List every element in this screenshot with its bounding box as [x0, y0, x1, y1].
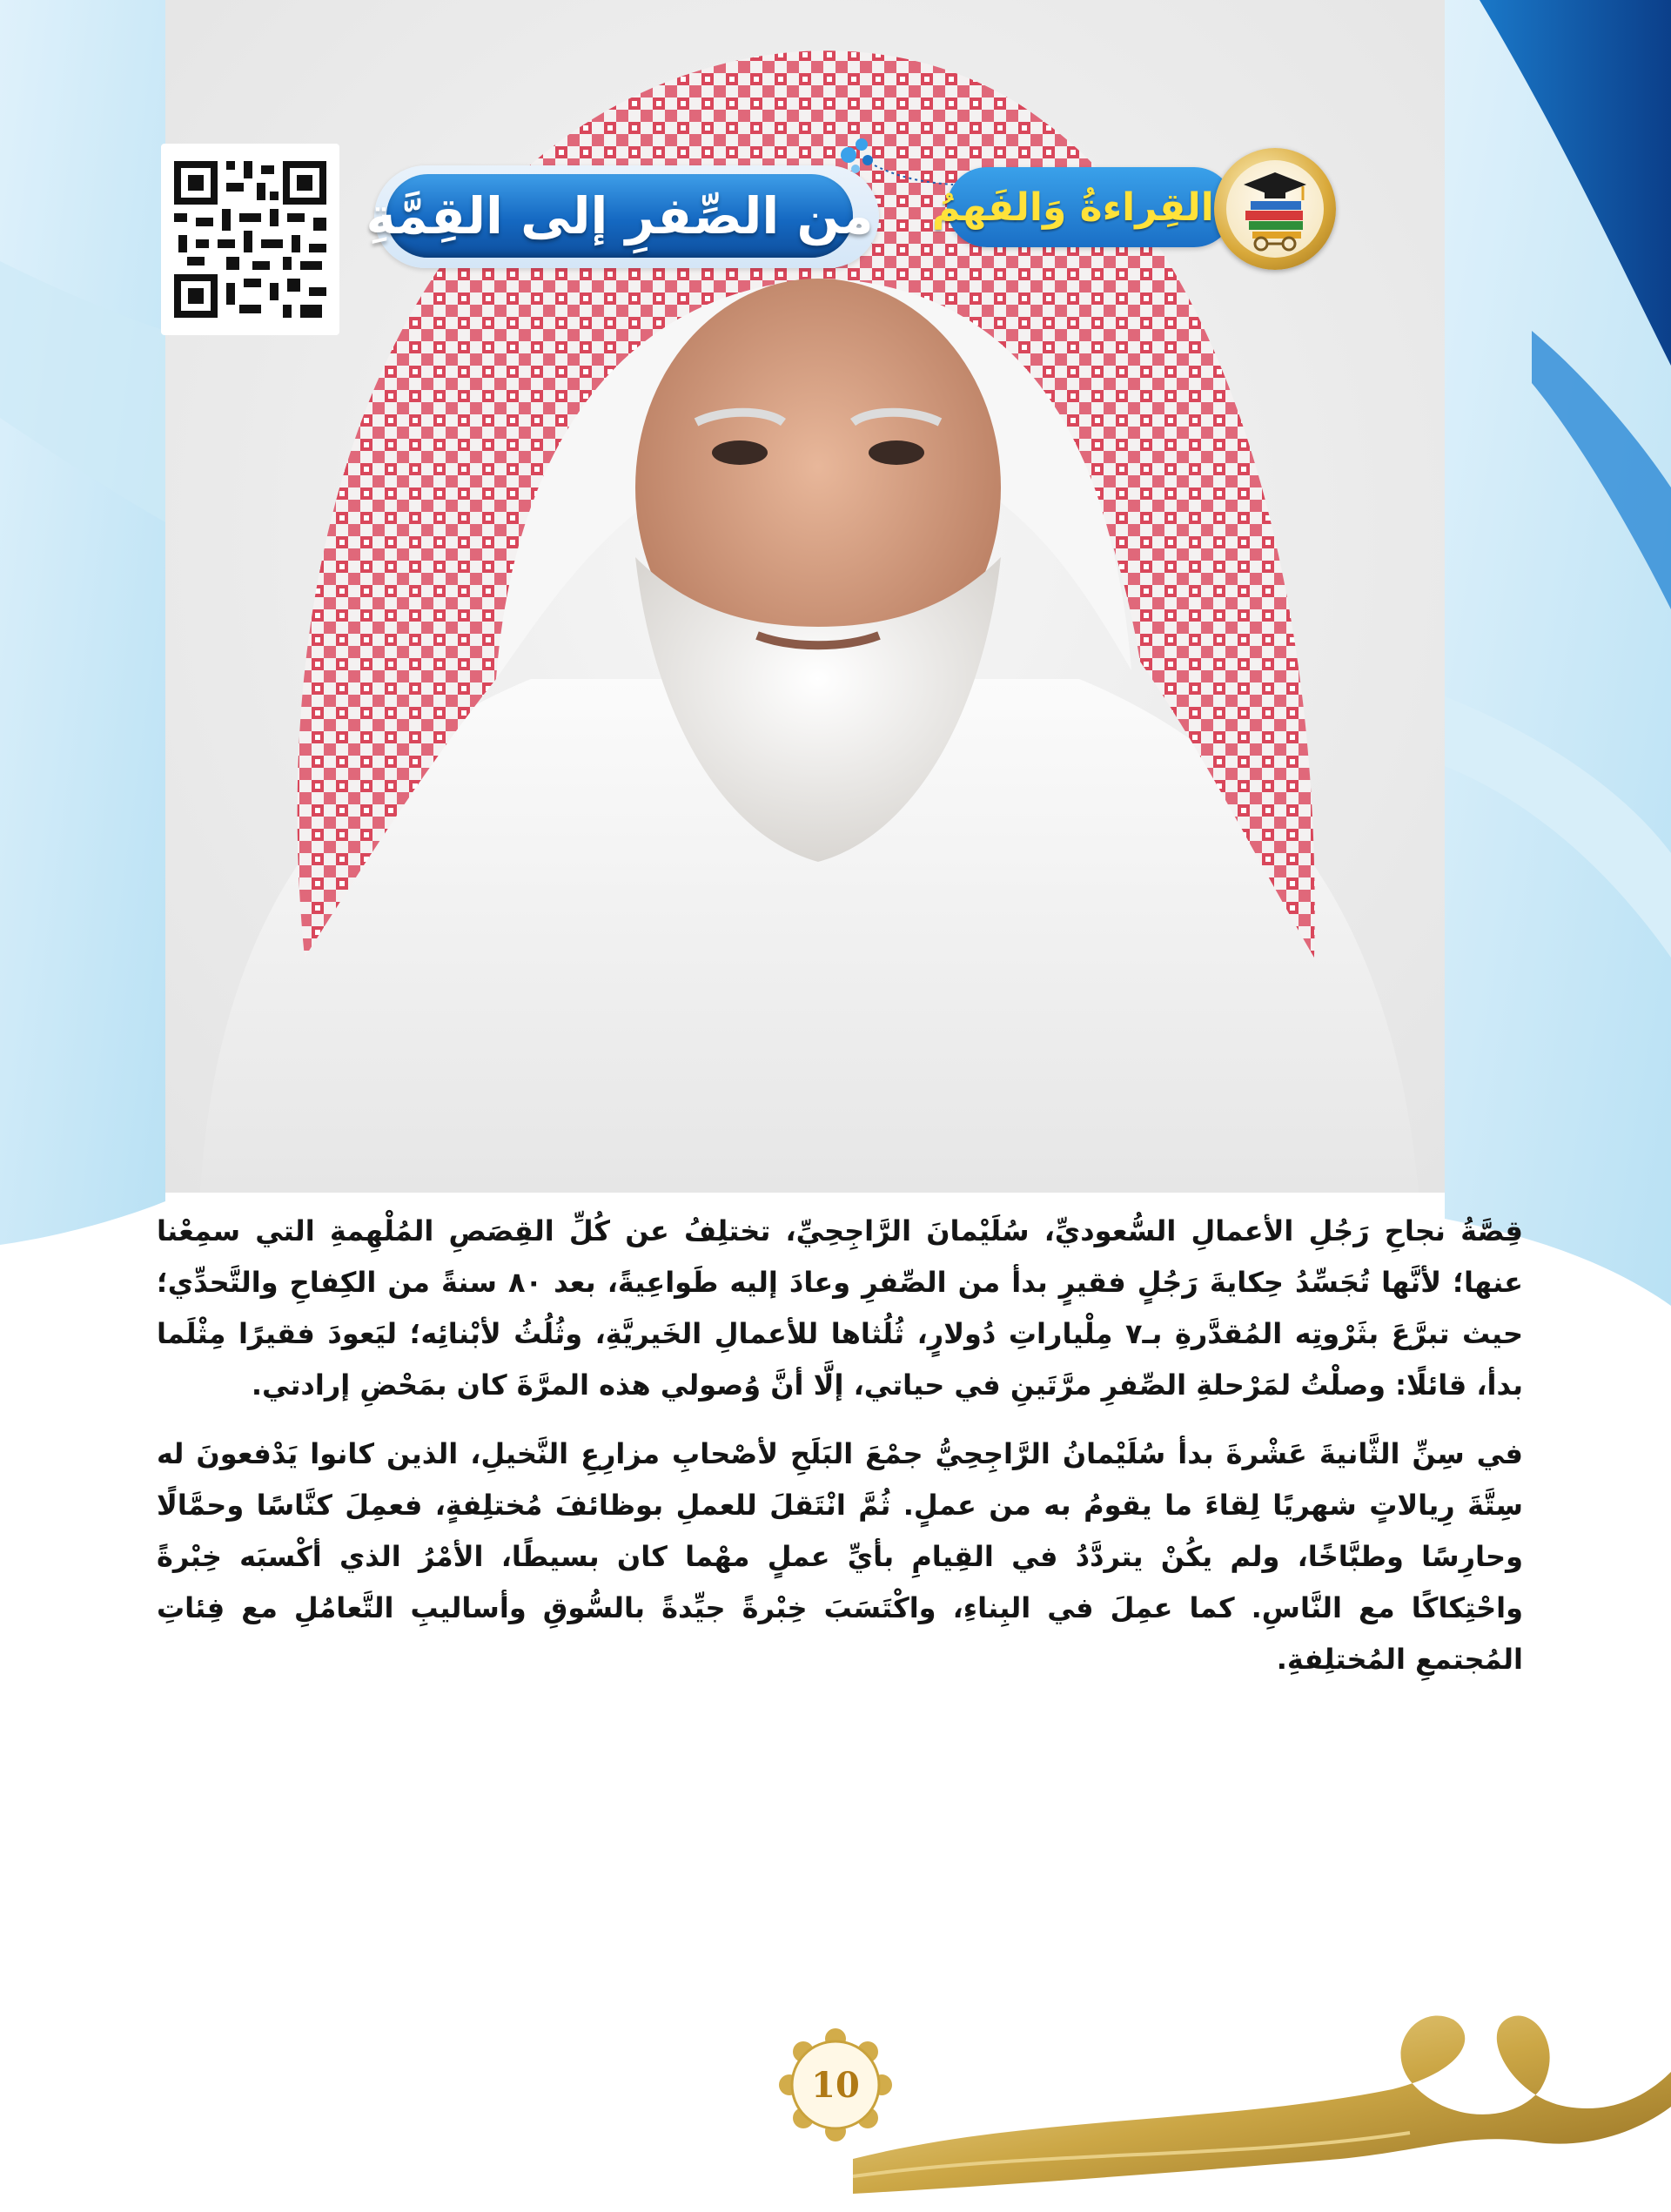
title-banner: [366, 165, 879, 268]
qr-code[interactable]: [161, 144, 339, 335]
page-number-badge: [779, 2028, 892, 2141]
books-graduation-cap-icon: [1226, 160, 1324, 258]
article-body: [157, 1206, 1523, 1703]
title-banner-inner: [366, 174, 874, 258]
page-title: من الصِّفرِ إلى القِمَّةِ: [366, 186, 874, 245]
gold-ribbon-decoration: [853, 1985, 1671, 2212]
paragraph-2: في سِنِّ الثَّانيةَ عَشْرةَ بدأ سُلَيْمانُ الرَّاجِحِيُّ جمْعَ البَلَحِ لأصْحابِ مزارِعِ النَّخيلِ، الذين كانوا يَدْفعونَ له سِتَّةَ رِيالاتٍ شهريًا لِقاءَ ما يقومُ به من عملٍ. ثُمَّ انْتَقلَ للعملِ بوظائفَ مُختلِفةٍ، فعمِلَ كنَّاسًا وحمَّالًا وحارِسًا وطبَّاخًا، ولم يكُنْ يتردَّدُ في القِيامِ بأيِّ عملٍ مهْما كان بسيطًا، الأمْرُ الذي أكْسبَه خِبْرةً واحْتِكاكًا مع النَّاسِ. كما عمِلَ في البِناءِ، واكْتَسَبَ خِبْرةً جيِّدةً بالسُّوقِ وأساليبِ التَّعامُلِ مع فِئاتِ المُجتمعِ المُختلِفةِ.: [157, 1437, 1523, 1676]
section-label-banner: [932, 167, 1234, 247]
qr-code-icon: [161, 144, 339, 335]
section-badge: [1214, 148, 1336, 270]
paragraph-1: قِصَّةُ نجاحِ رَجُلِ الأعمالِ السُّعوديِّ، سُلَيْمانَ الرَّاجِحِيِّ، تختلِفُ عن كُلِّ القِصَصِ المُلْهِمةِ التي سمِعْنا عنها؛ لأنَّها تُجَسِّدُ حِكايةَ رَجُلٍ فقيرٍ بدأ من الصِّفرِ وعادَ إليه طَواعِيةً، بعد ٨٠ سنةً من الكِفاحِ والتَّحدِّي؛ حيث تبرَّعَ بثَرْوتِه المُقدَّرةِ بـ٧ مِلْياراتِ دُولارٍ، ثُلُثاها للأعمالِ الخَيريَّةِ، وثُلُثُ لأبْنائِه؛ ليَعودَ فقيرًا مِثْلَما بدأ، قائلًا: وصلْتُ لمَرْحلةِ الصِّفرِ مرَّتَينِ في حياتي، إلَّا أنَّ وُصولي هذه المرَّةَ كان بمَحْضِ إرادتي.: [157, 1214, 1524, 1402]
page-number: 10: [811, 2064, 860, 2106]
section-label: القِراءةُ وَالفَهمُ: [932, 185, 1214, 230]
